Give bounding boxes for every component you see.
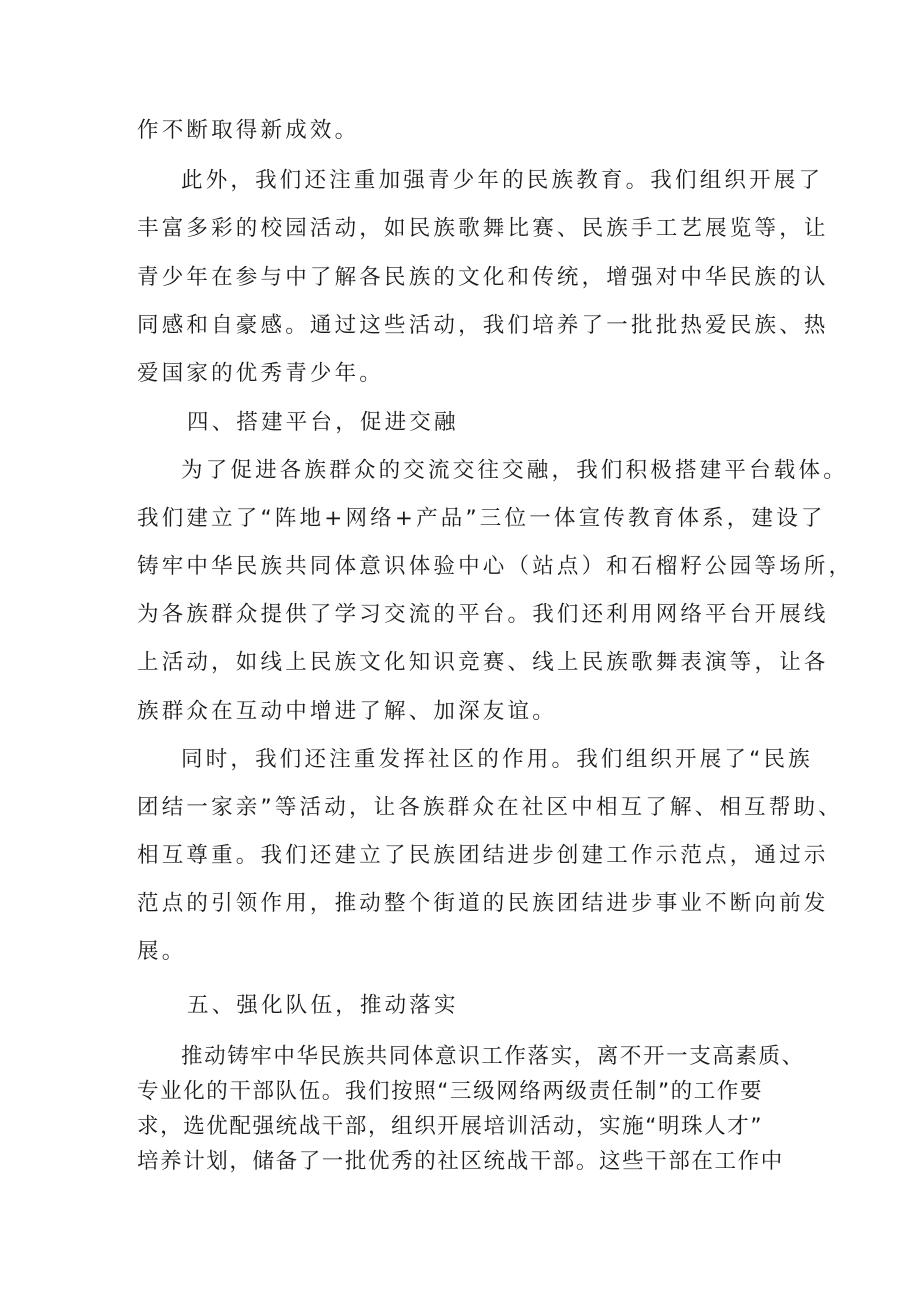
text-line: 作不断取得新成效。 <box>137 118 360 143</box>
text-line: 丰富多彩的校园活动，如民族歌舞比赛、民族手工艺展览等，让 <box>137 216 829 241</box>
text-line: 同感和自豪感。通过这些活动，我们培养了一批批热爱民族、热 <box>137 313 829 338</box>
text-line: 相互尊重。我们还建立了民族团结进步创建工作示范点，通过示 <box>137 843 829 868</box>
text-line: 铸牢中华民族共同体意识体验中心（站点）和石榴籽公园等场所， <box>137 554 854 579</box>
text-line: 推动铸牢中华民族共同体意识工作落实，离不开一支高素质、 <box>181 1044 805 1069</box>
text-line: 为各族群众提供了学习交流的平台。我们还利用网络平台开展线 <box>137 602 829 627</box>
text-line: 爱国家的优秀青少年。 <box>137 361 385 386</box>
text-line: 同时，我们还注重发挥社区的作用。我们组织开展了“民族 <box>181 747 813 772</box>
section-heading: 五、强化队伍，推动落实 <box>187 993 459 1018</box>
text-line: 求，选优配强统战干部，组织开展培训活动，实施“明珠人才” <box>137 1114 764 1139</box>
text-line: 培养计划，储备了一批优秀的社区统战干部。这些干部在工作中 <box>137 1149 784 1174</box>
text-line: 专业化的干部队伍。我们按照“三级网络两级责任制”的工作要 <box>137 1079 764 1104</box>
text-line: 我们建立了“阵地+网络+产品”三位一体宣传教育体系，建设了 <box>137 506 826 531</box>
text-line: 上活动，如线上民族文化知识竞赛、线上民族歌舞表演等，让各 <box>137 650 829 675</box>
text-line: 为了促进各族群众的交流交往交融，我们积极搭建平台载体。 <box>181 458 848 483</box>
text-line: 青少年在参与中了解各民族的文化和传统，增强对中华民族的认 <box>137 265 829 290</box>
text-line: 范点的引领作用，推动整个街道的民族团结进步事业不断向前发 <box>137 891 829 916</box>
text-line: 族群众在互动中增进了解、加深友谊。 <box>137 699 557 724</box>
text-line: 团结一家亲”等活动，让各族群众在社区中相互了解、相互帮助、 <box>137 795 843 820</box>
section-heading: 四、搭建平台，促进交融 <box>187 410 459 435</box>
text-line: 此外，我们还注重加强青少年的民族教育。我们组织开展了 <box>181 168 824 193</box>
text-line: 展。 <box>137 939 187 964</box>
